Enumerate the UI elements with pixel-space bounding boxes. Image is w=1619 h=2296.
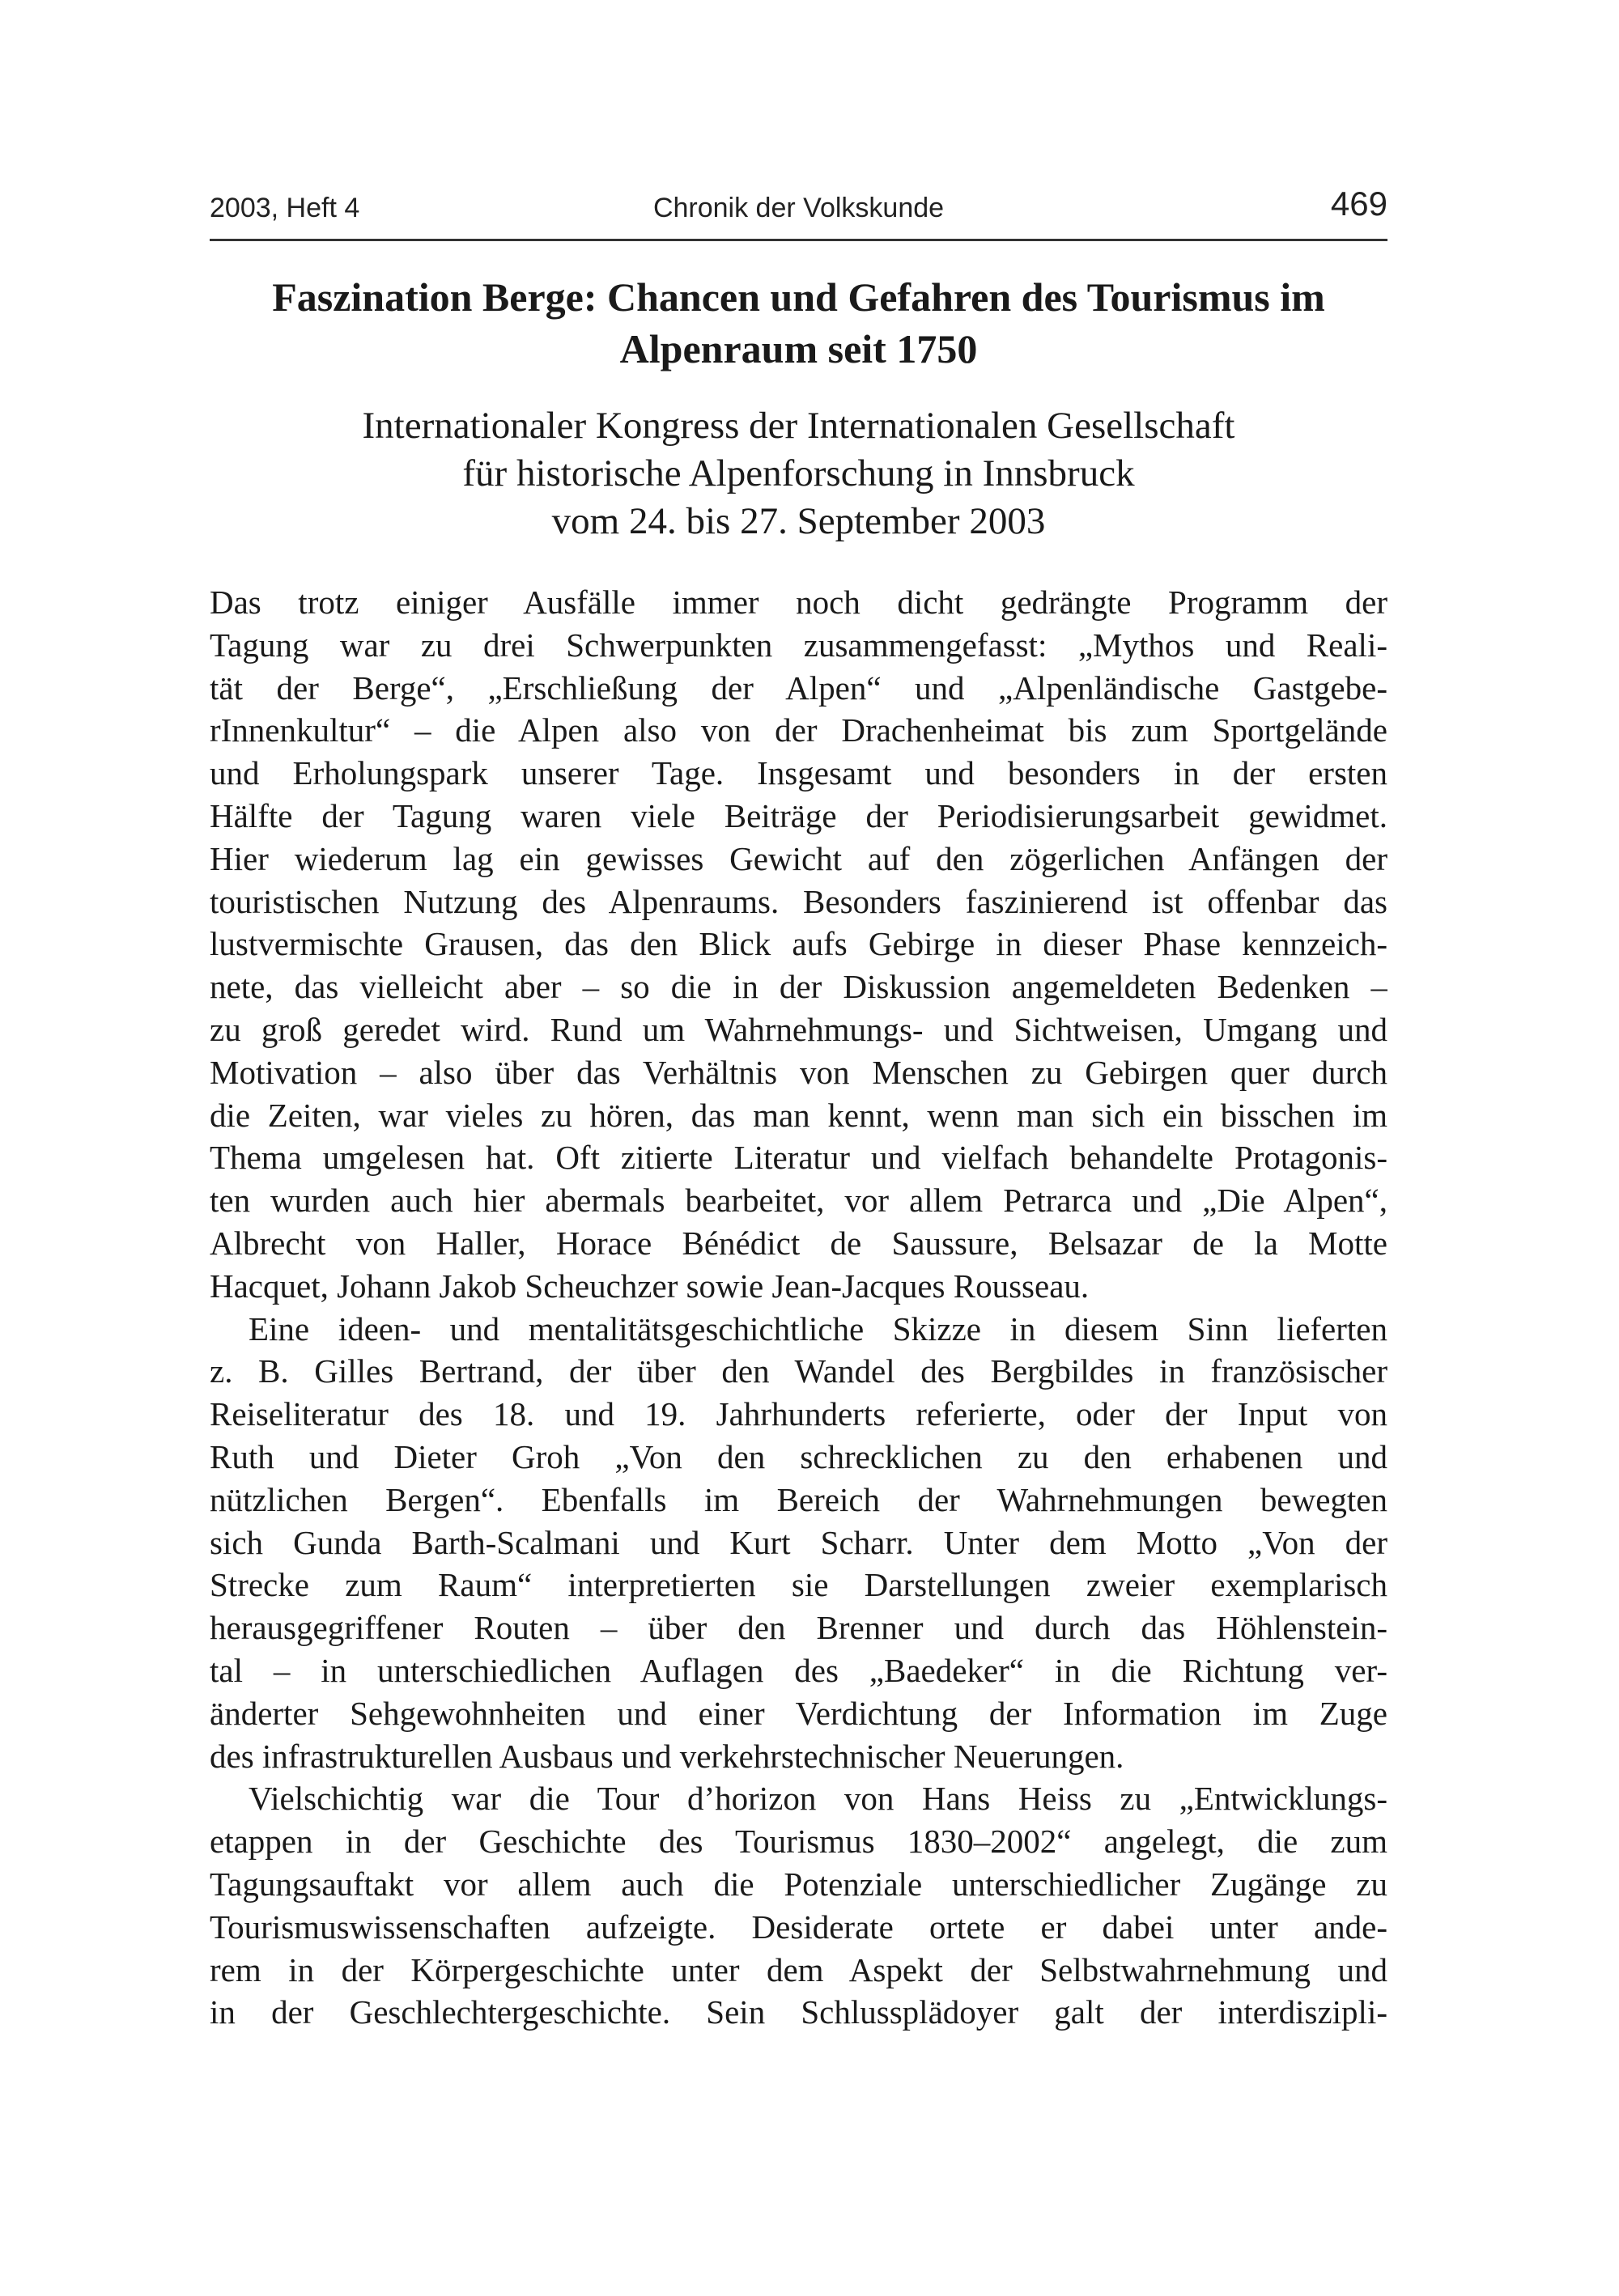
- subtitle-line: Internationaler Kongress der Internationalen Gesellschaft: [362, 405, 1235, 447]
- running-header: [210, 185, 1387, 233]
- subtitle-line: vom 24. bis 27. September 2003: [551, 500, 1046, 542]
- journal-title: Chronik der Volkskunde: [652, 193, 945, 223]
- text-line: herausgegriffener Routen – über den Brenner und durch das Höhlenstein-: [210, 1609, 1387, 1647]
- text-line: sich Gunda Barth-Scalmani und Kurt Scharr. Unter dem Motto „Von der: [210, 1523, 1387, 1561]
- article-title: [210, 271, 1387, 375]
- text-line: Tagungsauftakt vor allem auch die Potenziale unterschiedlicher Zugänge zu: [210, 1865, 1387, 1903]
- body-paragraph: [210, 1777, 1387, 2034]
- text-line: Vielschichtig war die Tour d’horizon von Hans Heiss zu „Entwicklungs-: [249, 1780, 1387, 1818]
- text-line: Hacquet, Johann Jakob Scheuchzer sowie Jean-Jacques Rousseau.: [210, 1267, 1090, 1305]
- text-line: nützlichen Bergen“. Ebenfalls im Bereich der Wahrnehmungen bewegten: [210, 1480, 1387, 1518]
- text-line: nete, das vielleicht aber – so die in der Diskussion angemeldeten Bedenken –: [210, 968, 1387, 1006]
- text-line: Das trotz einiger Ausfälle immer noch dicht gedrängte Programm der: [210, 584, 1387, 621]
- text-line: Hälfte der Tagung waren viele Beiträge der Periodisierungsarbeit gewidmet.: [210, 796, 1387, 834]
- text-line: touristischen Nutzung des Alpenraums. Besonders faszinierend ist offenbar das: [210, 882, 1387, 920]
- text-line: die Zeiten, war vieles zu hören, das man kennt, wenn man sich ein bisschen im: [210, 1096, 1387, 1134]
- text-line: z. B. Gilles Bertrand, der über den Wandel des Bergbildes in französischer: [210, 1352, 1387, 1390]
- text-line: Tourismuswissenschaften aufzeigte. Desiderate ortete er dabei unter ande-: [210, 1908, 1387, 1946]
- title-line: Alpenraum seit 1750: [619, 326, 978, 371]
- text-line: rem in der Körpergeschichte unter dem Aspekt der Selbstwahrnehmung und: [210, 1950, 1387, 1988]
- text-line: Reiseliteratur des 18. und 19. Jahrhunderts referierte, oder der Input von: [210, 1395, 1387, 1433]
- text-line: Tagung war zu drei Schwerpunkten zusammengefasst: „Mythos und Reali-: [210, 626, 1387, 664]
- subtitle-line: für historische Alpenforschung in Innsbruck: [462, 452, 1135, 494]
- text-line: lustvermischte Grausen, das den Blick aufs Gebirge in dieser Phase kennzeich-: [210, 925, 1387, 963]
- text-line: Eine ideen- und mentalitätsgeschichtliche Skizze in diesem Sinn lieferten: [249, 1309, 1387, 1347]
- article-body: [210, 581, 1387, 2034]
- title-line: Faszination Berge: Chancen und Gefahren des Tourismus im: [272, 274, 1325, 320]
- text-line: etappen in der Geschichte des Tourismus 1830–2002“ angelegt, die zum: [210, 1823, 1387, 1861]
- text-line: zu groß geredet wird. Rund um Wahrnehmungs- und Sichtweisen, Umgang und: [210, 1010, 1387, 1048]
- text-line: änderter Sehgewohnheiten und einer Verdichtung der Information im Zuge: [210, 1694, 1387, 1732]
- page-number: 469: [1330, 185, 1387, 223]
- text-line: Motivation – also über das Verhältnis von Menschen zu Gebirgen quer durch: [210, 1053, 1387, 1091]
- text-line: Albrecht von Haller, Horace Bénédict de Saussure, Belsazar de la Motte: [210, 1224, 1387, 1262]
- body-paragraph: [210, 581, 1387, 1308]
- text-line: ten wurden auch hier abermals bearbeitet, vor allem Petrarca und „Die Alpen“,: [210, 1182, 1387, 1220]
- text-line: des infrastrukturellen Ausbaus und verkehrstechnischer Neuerungen.: [210, 1737, 1124, 1775]
- text-line: Strecke zum Raum“ interpretierten sie Darstellungen zweier exemplarisch: [210, 1566, 1387, 1604]
- text-line: Thema umgelesen hat. Oft zitierte Literatur und vielfach behandelte Protagonis-: [210, 1139, 1387, 1177]
- text-line: Hier wiederum lag ein gewisses Gewicht auf den zögerlichen Anfängen der: [210, 839, 1387, 877]
- text-line: und Erholungspark unserer Tage. Insgesamt und besonders in der ersten: [210, 754, 1387, 792]
- article-subtitle: [210, 402, 1387, 545]
- text-line: tal – in unterschiedlichen Auflagen des „Baedeker“ in die Richtung ver-: [210, 1651, 1387, 1689]
- text-line: in der Geschlechtergeschichte. Sein Schlussplädoyer galt der interdiszipli-: [210, 1993, 1387, 2031]
- text-line: tät der Berge“, „Erschließung der Alpen“ und „Alpenländische Gastgebe-: [210, 668, 1387, 707]
- text-line: rInnenkultur“ – die Alpen also von der Drachenheimat bis zum Sportgelände: [210, 711, 1387, 749]
- text-line: Ruth und Dieter Groh „Von den schrecklichen zu den erhabenen und: [210, 1437, 1387, 1475]
- header-rule: [210, 239, 1387, 241]
- body-paragraph: [210, 1308, 1387, 1778]
- issue-label: 2003, Heft 4: [210, 193, 360, 223]
